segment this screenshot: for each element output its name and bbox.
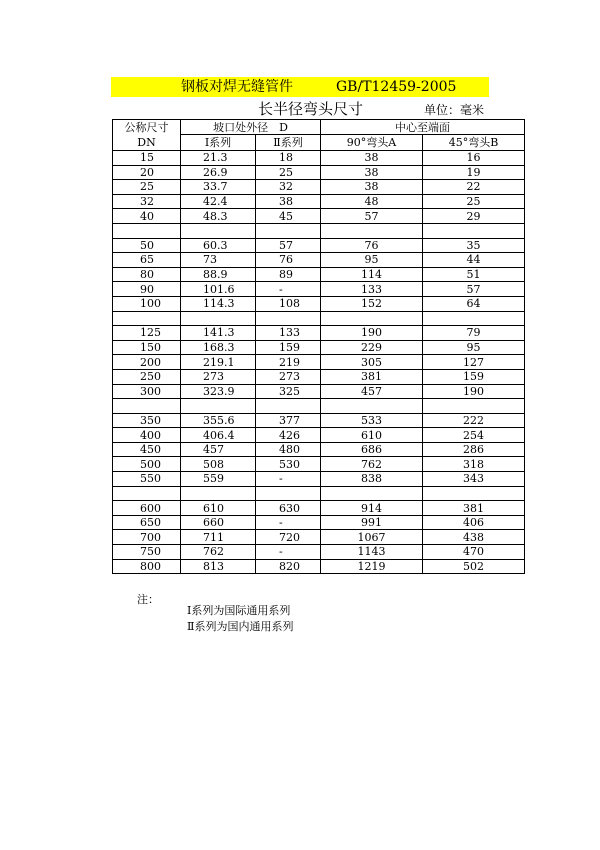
cell-series1-od: 660: [181, 515, 256, 530]
cell-series2-od: [256, 223, 321, 238]
cell-90-elbow-a: 610: [321, 428, 423, 443]
cell-dn: [113, 486, 181, 501]
cell-45-elbow-b: 79: [423, 326, 525, 341]
cell-90-elbow-a: 686: [321, 442, 423, 457]
table-row: [113, 515, 525, 530]
cell-dn: 15: [113, 151, 181, 166]
cell-90-elbow-a: 76: [321, 238, 423, 253]
table-row: [113, 413, 525, 428]
cell-series1-od: 711: [181, 530, 256, 545]
cell-90-elbow-a: 381: [321, 369, 423, 384]
cell-series2-od: -: [256, 515, 321, 530]
header-center-to-end: 中心至端面: [321, 120, 525, 135]
cell-series1-od: 141.3: [181, 326, 256, 341]
cell-90-elbow-a: 38: [321, 165, 423, 180]
cell-90-elbow-a: 95: [321, 253, 423, 268]
cell-series2-od: 38: [256, 194, 321, 209]
header-dn-line1: 公称尺寸: [124, 121, 169, 134]
cell-45-elbow-b: 35: [423, 238, 525, 253]
cell-series1-od: 21.3: [181, 151, 256, 166]
header-45-elbow-b: 45°弯头B: [423, 135, 525, 151]
cell-series2-od: 480: [256, 442, 321, 457]
table-row: [113, 194, 525, 209]
table-row: [113, 282, 525, 297]
cell-series1-od: 762: [181, 545, 256, 560]
cell-45-elbow-b: 381: [423, 501, 525, 516]
cell-series2-od: 630: [256, 501, 321, 516]
cell-90-elbow-a: 457: [321, 384, 423, 399]
cell-series2-od: 32: [256, 180, 321, 195]
cell-90-elbow-a: 1143: [321, 545, 423, 560]
cell-dn: 100: [113, 296, 181, 311]
dimension-table: [112, 119, 525, 574]
cell-45-elbow-b: 438: [423, 530, 525, 545]
cell-series2-od: [256, 399, 321, 414]
cell-series1-od: 323.9: [181, 384, 256, 399]
header-dn-line2: DN: [137, 136, 156, 149]
cell-45-elbow-b: 470: [423, 545, 525, 560]
cell-90-elbow-a: 152: [321, 296, 423, 311]
cell-45-elbow-b: 44: [423, 253, 525, 268]
table-row: [113, 209, 525, 224]
cell-dn: 150: [113, 340, 181, 355]
cell-45-elbow-b: 159: [423, 369, 525, 384]
cell-series2-od: -: [256, 545, 321, 560]
cell-series2-od: [256, 486, 321, 501]
table-row: [113, 384, 525, 399]
cell-dn: [113, 223, 181, 238]
cell-series2-od: -: [256, 472, 321, 487]
cell-series1-od: 168.3: [181, 340, 256, 355]
cell-45-elbow-b: 19: [423, 165, 525, 180]
doc-title: 钢板对焊无缝管件: [181, 79, 293, 95]
table-row: [113, 472, 525, 487]
table-row: [113, 355, 525, 370]
cell-dn: [113, 311, 181, 326]
cell-series2-od: 133: [256, 326, 321, 341]
cell-dn: 800: [113, 559, 181, 574]
cell-series2-od: -: [256, 282, 321, 297]
table-row: [113, 267, 525, 282]
header-outer-diameter: 坡口处外径 D: [181, 120, 321, 135]
cell-series2-od: 820: [256, 559, 321, 574]
cell-series1-od: 559: [181, 472, 256, 487]
cell-dn: 750: [113, 545, 181, 560]
cell-series1-od: [181, 399, 256, 414]
cell-series1-od: 273: [181, 369, 256, 384]
cell-45-elbow-b: 127: [423, 355, 525, 370]
cell-dn: 450: [113, 442, 181, 457]
cell-45-elbow-b: 254: [423, 428, 525, 443]
table-row: [113, 530, 525, 545]
table-row: [113, 545, 525, 560]
cell-series2-od: 159: [256, 340, 321, 355]
cell-series1-od: 48.3: [181, 209, 256, 224]
cell-series2-od: 530: [256, 457, 321, 472]
cell-dn: 90: [113, 282, 181, 297]
cell-45-elbow-b: 222: [423, 413, 525, 428]
table-row: [113, 501, 525, 516]
cell-45-elbow-b: 29: [423, 209, 525, 224]
cell-45-elbow-b: [423, 223, 525, 238]
cell-dn: 250: [113, 369, 181, 384]
cell-series2-od: 426: [256, 428, 321, 443]
cell-45-elbow-b: 57: [423, 282, 525, 297]
cell-series2-od: 273: [256, 369, 321, 384]
cell-90-elbow-a: 114: [321, 267, 423, 282]
cell-90-elbow-a: [321, 399, 423, 414]
cell-dn: 400: [113, 428, 181, 443]
table-row: [113, 253, 525, 268]
cell-45-elbow-b: 286: [423, 442, 525, 457]
cell-series1-od: 508: [181, 457, 256, 472]
cell-series1-od: 813: [181, 559, 256, 574]
table-row: [113, 340, 525, 355]
table-row: [113, 223, 525, 238]
cell-series1-od: 406.4: [181, 428, 256, 443]
cell-series1-od: 42.4: [181, 194, 256, 209]
cell-series1-od: [181, 311, 256, 326]
cell-dn: 25: [113, 180, 181, 195]
cell-series2-od: 108: [256, 296, 321, 311]
cell-dn: 700: [113, 530, 181, 545]
cell-dn: 32: [113, 194, 181, 209]
cell-dn: 650: [113, 515, 181, 530]
note-line2: Ⅱ系列为国内通用系列: [187, 620, 294, 633]
cell-90-elbow-a: 229: [321, 340, 423, 355]
header-series2: Ⅱ系列: [256, 135, 321, 151]
cell-90-elbow-a: 190: [321, 326, 423, 341]
table-row: [113, 428, 525, 443]
cell-45-elbow-b: 95: [423, 340, 525, 355]
note-label: 注：: [137, 593, 159, 606]
cell-series1-od: [181, 486, 256, 501]
cell-dn: 20: [113, 165, 181, 180]
cell-90-elbow-a: [321, 486, 423, 501]
cell-series1-od: 457: [181, 442, 256, 457]
note-line1: Ⅰ系列为国际通用系列: [187, 604, 291, 617]
cell-dn: [113, 399, 181, 414]
cell-dn: 50: [113, 238, 181, 253]
cell-45-elbow-b: 25: [423, 194, 525, 209]
cell-series2-od: 720: [256, 530, 321, 545]
cell-90-elbow-a: 914: [321, 501, 423, 516]
cell-series1-od: 88.9: [181, 267, 256, 282]
cell-45-elbow-b: 406: [423, 515, 525, 530]
cell-90-elbow-a: 762: [321, 457, 423, 472]
cell-45-elbow-b: 502: [423, 559, 525, 574]
cell-dn: 80: [113, 267, 181, 282]
doc-subtitle: 长半径弯头尺寸: [258, 100, 364, 118]
cell-series1-od: 610: [181, 501, 256, 516]
cell-45-elbow-b: 64: [423, 296, 525, 311]
cell-series2-od: 45: [256, 209, 321, 224]
cell-series2-od: 18: [256, 151, 321, 166]
table-row: [113, 457, 525, 472]
table-row: [113, 486, 525, 501]
table-row: [113, 238, 525, 253]
cell-series1-od: 73: [181, 253, 256, 268]
cell-series2-od: [256, 311, 321, 326]
cell-series2-od: 76: [256, 253, 321, 268]
table-row: [113, 296, 525, 311]
cell-90-elbow-a: [321, 311, 423, 326]
cell-45-elbow-b: 343: [423, 472, 525, 487]
header-dn: [113, 120, 181, 151]
cell-45-elbow-b: [423, 311, 525, 326]
cell-45-elbow-b: 190: [423, 384, 525, 399]
cell-45-elbow-b: 51: [423, 267, 525, 282]
cell-90-elbow-a: 838: [321, 472, 423, 487]
header-series1: Ⅰ系列: [181, 135, 256, 151]
cell-series2-od: 57: [256, 238, 321, 253]
cell-45-elbow-b: [423, 399, 525, 414]
cell-series1-od: 26.9: [181, 165, 256, 180]
table-row: [113, 180, 525, 195]
cell-dn: 65: [113, 253, 181, 268]
cell-series1-od: 101.6: [181, 282, 256, 297]
cell-series2-od: 325: [256, 384, 321, 399]
cell-45-elbow-b: [423, 486, 525, 501]
cell-series1-od: 60.3: [181, 238, 256, 253]
cell-90-elbow-a: 38: [321, 180, 423, 195]
cell-dn: 550: [113, 472, 181, 487]
cell-90-elbow-a: 48: [321, 194, 423, 209]
cell-series2-od: 25: [256, 165, 321, 180]
title-band: [111, 77, 489, 97]
table-row: [113, 399, 525, 414]
table-row: [113, 151, 525, 166]
header-90-elbow-a: 90°弯头A: [321, 135, 423, 151]
cell-90-elbow-a: 991: [321, 515, 423, 530]
cell-90-elbow-a: 133: [321, 282, 423, 297]
table-row: [113, 559, 525, 574]
cell-90-elbow-a: [321, 223, 423, 238]
cell-45-elbow-b: 318: [423, 457, 525, 472]
cell-90-elbow-a: 533: [321, 413, 423, 428]
cell-90-elbow-a: 38: [321, 151, 423, 166]
cell-dn: 40: [113, 209, 181, 224]
cell-dn: 350: [113, 413, 181, 428]
cell-series2-od: 89: [256, 267, 321, 282]
cell-45-elbow-b: 22: [423, 180, 525, 195]
cell-series1-od: 355.6: [181, 413, 256, 428]
table-row: [113, 369, 525, 384]
table-row: [113, 165, 525, 180]
cell-dn: 600: [113, 501, 181, 516]
cell-dn: 125: [113, 326, 181, 341]
cell-45-elbow-b: 16: [423, 151, 525, 166]
cell-90-elbow-a: 1219: [321, 559, 423, 574]
cell-dn: 500: [113, 457, 181, 472]
cell-90-elbow-a: 1067: [321, 530, 423, 545]
cell-series1-od: 219.1: [181, 355, 256, 370]
cell-series1-od: 114.3: [181, 296, 256, 311]
table-row: [113, 311, 525, 326]
doc-standard: GB/T12459-2005: [336, 79, 457, 95]
cell-90-elbow-a: 57: [321, 209, 423, 224]
cell-series2-od: 219: [256, 355, 321, 370]
cell-series1-od: [181, 223, 256, 238]
cell-90-elbow-a: 305: [321, 355, 423, 370]
cell-series2-od: 377: [256, 413, 321, 428]
cell-dn: 300: [113, 384, 181, 399]
table-row: [113, 442, 525, 457]
cell-dn: 200: [113, 355, 181, 370]
cell-series1-od: 33.7: [181, 180, 256, 195]
unit-label: 单位：毫米: [424, 103, 485, 117]
table-row: [113, 326, 525, 341]
